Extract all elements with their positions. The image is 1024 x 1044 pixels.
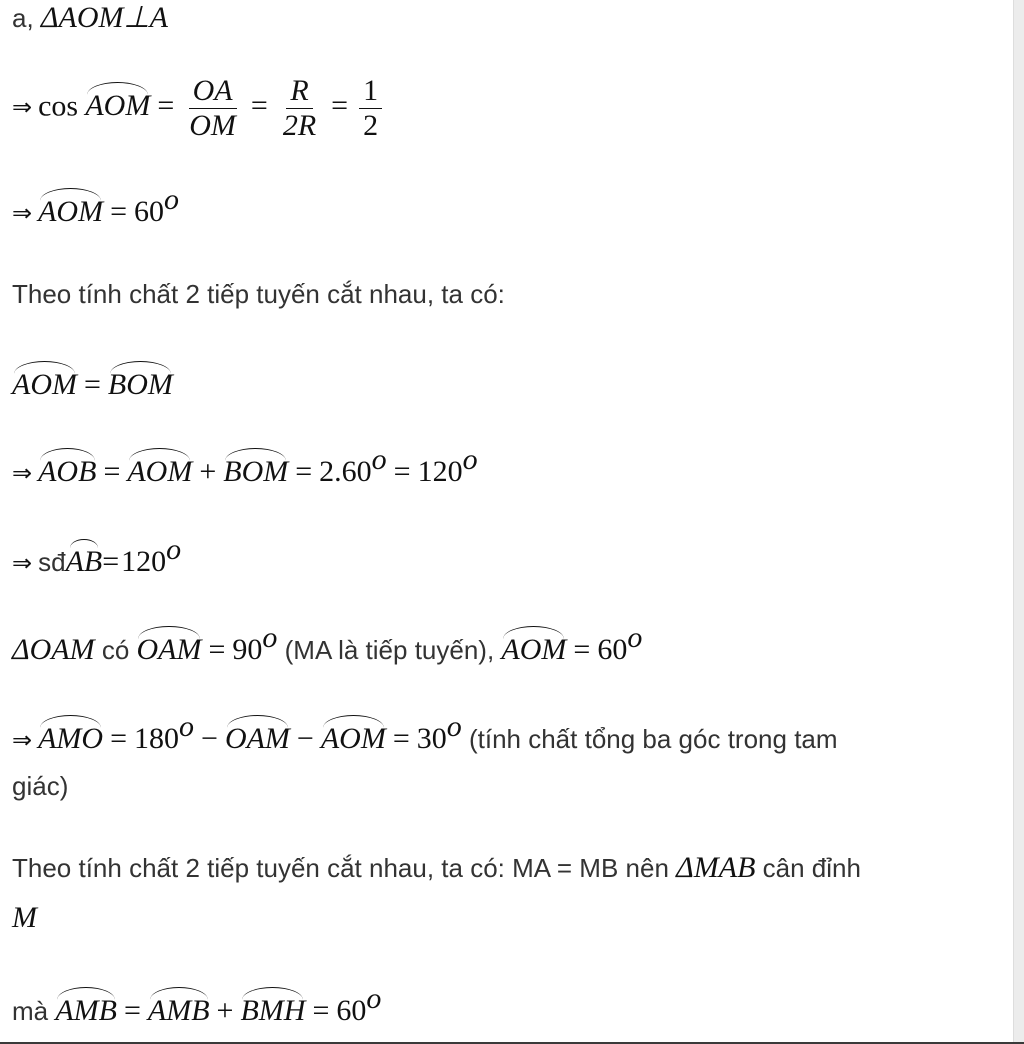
step-line-11 (12, 982, 382, 1028)
degree-mark: o (462, 443, 478, 476)
arc-measure-label: sđ (38, 547, 66, 577)
equals-sign: = (110, 195, 128, 228)
degree-mark: o (164, 183, 180, 216)
plus-sign: + (199, 455, 217, 488)
note-text: (MA là tiếp tuyến), (277, 635, 502, 665)
angle-aom: AOM (85, 85, 150, 123)
note-text: (tính chất tổng ba góc trong tam (461, 724, 838, 754)
fraction-one-half (359, 74, 382, 143)
angle-aom: AOM (501, 629, 566, 667)
degree-mark: o (627, 621, 643, 654)
fraction-denominator: OM (189, 109, 236, 142)
implies-arrow: ⇒ (12, 93, 33, 122)
fraction-numerator: R (286, 74, 312, 109)
angle-aom: AOM (127, 451, 192, 489)
equals-sign: = (102, 545, 120, 578)
point-label: A (149, 1, 168, 34)
angle-value: 60 (134, 195, 165, 228)
angle-value: 180 (134, 722, 180, 755)
step-line-9-continuation (12, 769, 68, 803)
triangle-symbol: ΔOAM (12, 633, 95, 666)
step-line-5 (12, 364, 173, 402)
angle-oam: OAM (137, 629, 202, 667)
fraction-denominator: 2 (363, 109, 379, 142)
angle-aom: AOM (38, 191, 103, 229)
angle-value: 60 (597, 633, 628, 666)
equals-sign: = (208, 633, 226, 666)
minus-sign: − (296, 722, 314, 755)
step-line-10 (12, 851, 861, 885)
equals-sign: = (157, 89, 175, 123)
angle-value: 120 (121, 545, 167, 578)
degree-mark: o (371, 443, 387, 476)
fraction-r-2r (279, 74, 320, 143)
triangle-symbol: ΔAOM (40, 1, 124, 34)
implies-arrow: ⇒ (12, 199, 33, 227)
angle-bom: BOM (108, 364, 173, 402)
step-line-4 (12, 277, 505, 311)
statement-tail: cân đỉnh (755, 853, 861, 883)
fraction-numerator: 1 (359, 74, 382, 109)
note-text-continued: giác) (12, 771, 69, 801)
angle-aom: AOM (12, 364, 77, 402)
angle-aom: AOM (321, 718, 386, 756)
angle-amb: AMB (55, 990, 117, 1028)
angle-bom: BOM (223, 451, 288, 489)
angle-value: 60 (336, 994, 367, 1027)
perpendicular-symbol: ⊥ (123, 1, 150, 34)
angle-amb: AMB (148, 990, 210, 1028)
equals-sign: = (110, 722, 128, 755)
degree-mark: o (446, 710, 462, 743)
angle-bmh: BMH (240, 990, 305, 1028)
step-line-1 (12, 1, 168, 35)
fraction-denominator: 2R (282, 109, 317, 142)
equals-sign: = (103, 455, 121, 488)
fraction-oa-om (185, 74, 240, 143)
equals-sign: = (393, 455, 411, 488)
degree-mark: o (166, 533, 182, 566)
angle-value: 90 (232, 633, 263, 666)
implies-arrow: ⇒ (12, 459, 33, 487)
angle-value: 2.60 (319, 455, 372, 488)
implies-arrow: ⇒ (12, 726, 33, 754)
line-prefix: a, (12, 3, 41, 33)
statement-text: Theo tính chất 2 tiếp tuyến cắt nhau, ta có: (12, 279, 505, 309)
equals-sign: = (331, 89, 349, 123)
angle-aob: AOB (38, 451, 96, 489)
triangle-symbol: ΔMAB (676, 851, 756, 884)
degree-mark: o (179, 710, 195, 743)
fraction-numerator: OA (189, 74, 237, 109)
degree-mark: o (262, 621, 278, 654)
angle-value: 30 (416, 722, 447, 755)
angle-amo: AMO (38, 718, 103, 756)
step-line-10-continuation (12, 901, 37, 935)
step-line-2 (12, 74, 386, 143)
step-line-3 (12, 183, 180, 230)
arc-ab: AB (66, 541, 103, 579)
implies-arrow: ⇒ (12, 549, 33, 577)
equals-sign: = (83, 368, 101, 401)
angle-oam: OAM (225, 718, 290, 756)
step-line-6 (12, 443, 478, 490)
equals-sign: = (250, 89, 268, 123)
equals-sign: = (295, 455, 313, 488)
equals-sign: = (312, 994, 330, 1027)
statement-text: Theo tính chất 2 tiếp tuyến cắt nhau, ta có: MA = MB nên (12, 853, 677, 883)
connector-text: có (94, 635, 137, 665)
degree-mark: o (366, 982, 382, 1015)
connector-text: mà (12, 996, 56, 1026)
step-line-8 (12, 621, 643, 667)
step-line-9 (12, 710, 838, 757)
equals-sign: = (573, 633, 591, 666)
angle-value: 120 (417, 455, 463, 488)
equals-sign: = (123, 994, 141, 1027)
minus-sign: − (201, 722, 218, 755)
step-line-7 (12, 533, 182, 580)
point-label: M (12, 901, 37, 934)
vertical-scrollbar[interactable] (1013, 0, 1024, 1044)
cos-function: cos (38, 89, 79, 123)
equals-sign: = (392, 722, 410, 755)
plus-sign: + (216, 994, 234, 1027)
